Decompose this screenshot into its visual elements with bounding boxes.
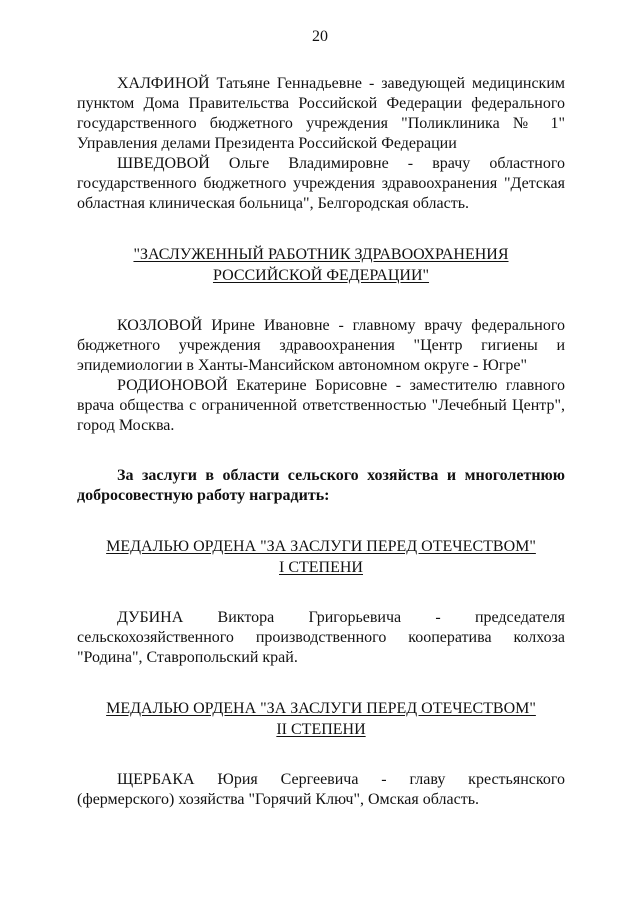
award-intro-paragraph: За заслуги в области сельского хозяйства и многолетнюю добросовестную работу наградить: xyxy=(77,467,565,504)
document-body xyxy=(77,74,565,810)
award-heading-line: II СТЕПЕНИ xyxy=(276,721,366,738)
award-heading-line: РОССИЙСКОЙ ФЕДЕРАЦИИ" xyxy=(212,267,430,284)
award-recipient-paragraph: ШВЕДОВОЙ Ольге Владимировне - врачу областного государственного бюджетного учреждения здравоохранения "Детская областная клиническая больница", Белгородская область. xyxy=(77,155,565,212)
award-recipient-paragraph: РОДИОНОВОЙ Екатерине Борисовне - заместителю главного врача общества с ограниченной ответственностью "Лечебный Центр", город Москва. xyxy=(77,377,565,434)
award-recipient-paragraph: КОЗЛОВОЙ Ирине Ивановне - главному врачу федерального бюджетного учреждения здравоохранения "Центр гигиены и эпидемиологии в Ханты-Мансийском автономном округе - Югре" xyxy=(77,317,565,374)
award-heading-line: I СТЕПЕНИ xyxy=(279,559,363,576)
award-heading-line: МЕДАЛЬЮ ОРДЕНА "ЗА ЗАСЛУГИ ПЕРЕД ОТЕЧЕСТВОМ" xyxy=(106,538,536,555)
award-recipient-paragraph: ХАЛФИНОЙ Татьяне Геннадьевне - заведующей медицинским пунктом Дома Правительства Российской Федерации федерального государственного бюджетного учреждения "Поликлиника № 1" Управления делами Президента Российской Федерации xyxy=(77,75,565,152)
award-heading-line: МЕДАЛЬЮ ОРДЕНА "ЗА ЗАСЛУГИ ПЕРЕД ОТЕЧЕСТВОМ" xyxy=(106,700,536,717)
award-recipient-paragraph: ЩЕРБАКА Юрия Сергеевича - главу крестьянского (фермерского) хозяйства "Горячий Ключ", Омская область. xyxy=(77,771,565,808)
award-recipient-paragraph: ДУБИНА Виктора Григорьевича - председателя сельскохозяйственного производственного кооператива колхоза "Родина", Ставропольский край. xyxy=(77,609,565,666)
page-number: 20 xyxy=(312,28,328,45)
award-heading-line: "ЗАСЛУЖЕННЫЙ РАБОТНИК ЗДРАВООХРАНЕНИЯ xyxy=(133,246,509,263)
